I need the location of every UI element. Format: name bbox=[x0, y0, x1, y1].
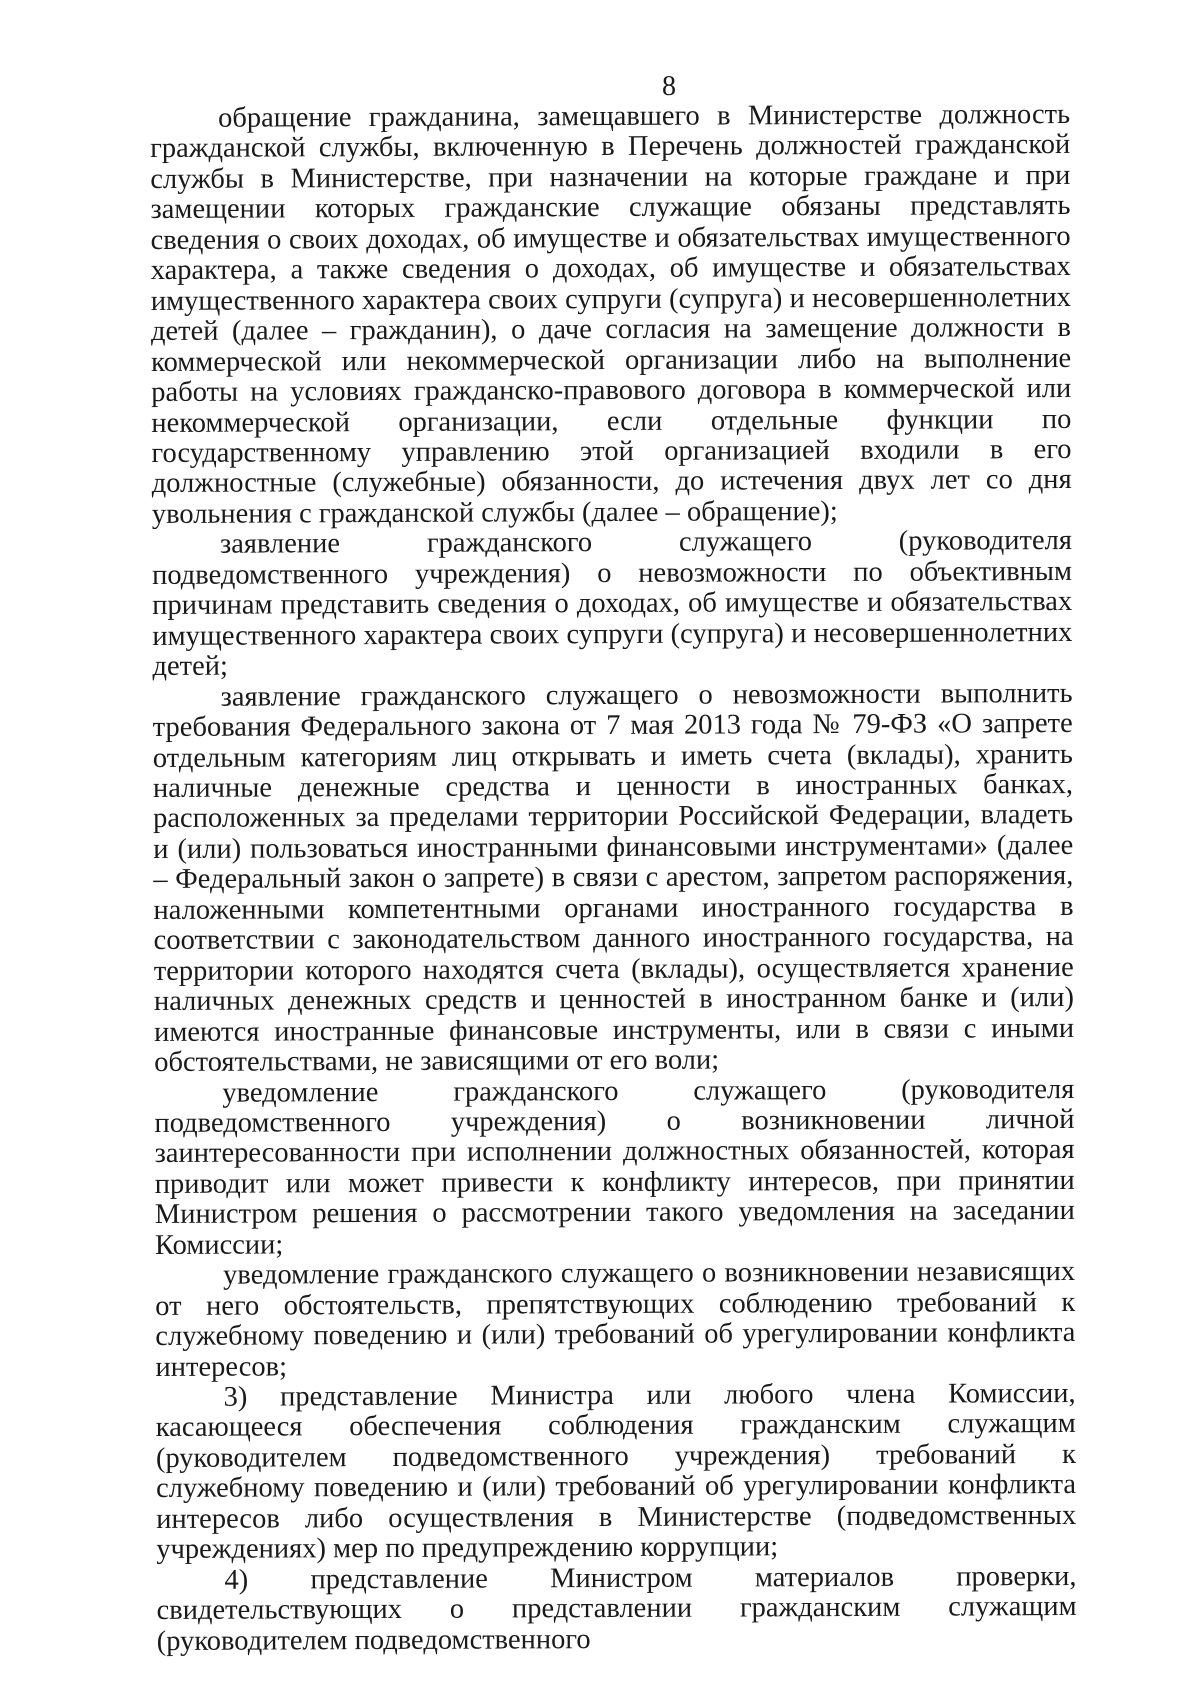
paragraph-appeal: обращение гражданина, замещавшего в Министерстве должность гражданской службы, включенную в Перечень должностей гражданской службы в Министерстве, при назначении на которые граждане и при замещении которых гражданские служащие обязаны представлять сведения о своих доходах, об имуществе и обязательствах имущественного характера, а также сведения о доходах, об имуществе и обязательствах имущественного характера своих супруги (супруга) и несовершеннолетних детей (далее – гражданин), о даче согласия на замещение должности в коммерческой или некоммерческой организации либо на выполнение работы на условиях гражданско-правового договора в коммерческой или некоммерческой организации, если отдельные функции по государственному управлению этой организацией входили в его должностные (служебные) обязанности, до истечения двух лет со дня увольнения с гражданской службы (далее – обращение); bbox=[150, 98, 1072, 530]
paragraph-statement-income: заявление гражданского служащего (руководителя подведомственного учреждения) о невозможности по объективным причинам представить сведения о доходах, об имуществе и обязательствах имущественного характера своих супруги (супруга) и несовершеннолетних детей; bbox=[151, 525, 1073, 683]
paragraph-notice-personal-interest: уведомление гражданского служащего (руководителя подведомственного учреждения) о возникновении личной заинтересованности при исполнении должностных обязанностей, которая приводит или может привести к конфликту интересов, при принятии Министром решения о рассмотрении такого уведомления на заседании Комиссии; bbox=[154, 1073, 1075, 1261]
paragraph-item-4: 4) представление Министром материалов проверки, свидетельствующих о представлении гражданским служащим (руководителем подведомственного bbox=[156, 1560, 1077, 1657]
paragraph-item-3: 3) представление Министра или любого члена Комиссии, касающееся обеспечения соблюдения гражданским служащим (руководителем подведомственного учреждения) требований к служебному поведению и (или) требований об урегулировании конфликта интересов либо осуществления в Министерстве (подведомственных учреждениях) мер по предупреждению коррупции; bbox=[155, 1378, 1077, 1566]
document-body bbox=[150, 100, 1077, 1657]
page-number: 8 bbox=[662, 71, 676, 102]
paragraph-notice-circumstances: уведомление гражданского служащего о возникновении независящих от него обстоятельств, препятствующих соблюдению требований к служебному поведению и (или) требований об урегулировании конфликта интересов; bbox=[155, 1256, 1076, 1383]
paragraph-statement-foreign-accounts: заявление гражданского служащего о невозможности выполнить требования Федерального закона от 7 мая 2013 года № 79-ФЗ «О запрете отдельным категориям лиц открывать и иметь счета (вклады), хранить наличные денежные средства и ценности в иностранных банках, расположенных за пределами территории Российской Федерации, владеть и (или) пользоваться иностранными финансовыми инструментами» (далее – Федеральный закон о запрете) в связи с арестом, запретом распоряжения, наложенными компетентными органами иностранного государства в соответствии с законодательством данного иностранного государства, на территории которого находятся счета (вклады), осуществляется хранение наличных денежных средств и ценностей в иностранном банке и (или) имеются иностранные финансовые инструменты, или в связи с иными обстоятельствами, не зависящими от его воли; bbox=[152, 677, 1075, 1079]
